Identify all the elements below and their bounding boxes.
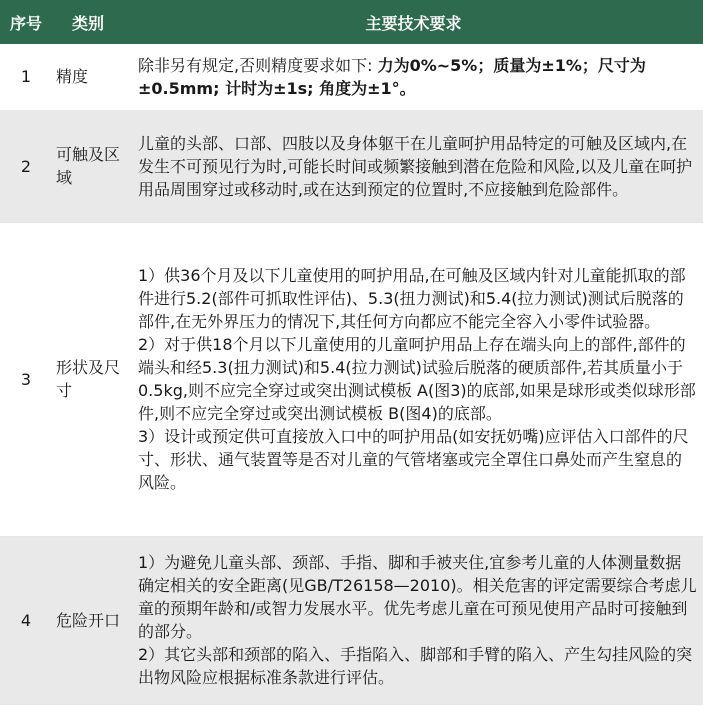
row-requirements — [124, 44, 703, 110]
row-number: 4 — [0, 536, 52, 704]
row-number: 2 — [0, 110, 52, 222]
row-category: 危险开口 — [52, 536, 124, 704]
header-category: 类别 — [52, 0, 124, 44]
requirement-paragraph: 3）设计或预定供可直接放入口中的呵护用品(如安抚奶嘴)应评估入口部件的尺寸、形状、通气装置等是否对儿童的气管堵塞或完全罩住口鼻处而产生窒息的风险。 — [138, 427, 689, 492]
requirement-paragraph: 2）其它头部和颈部的陷入、手指陷入、脚部和手臂的陷入、产生勾挂风险的突出物风险应根据标准条款进行评估。 — [138, 645, 693, 687]
row-requirements: 儿童的头部、口部、四肢以及身体躯干在儿童呵护用品特定的可触及区域内,在发生不可预见行为时,可能长时间或频繁接触到潜在危险和风险,以及儿童在呵护用品周围穿过或移动时,或在达到预定的位置时,不应接触到危险部件。 — [124, 110, 703, 222]
row-category: 形状及尺寸 — [52, 222, 124, 536]
table-row — [0, 222, 703, 536]
row-number: 1 — [0, 44, 52, 110]
requirement-paragraph: 1）供36个月及以下儿童使用的呵护用品,在可触及区域内针对儿童能抓取的部件进行5.2(部件可抓取性评估)、5.3(扭力测试)和5.4(拉力测试)测试后脱落的部件,在无外界压力的情况下,其任何方向都应不能完全容入小零件试验器。 — [138, 266, 686, 331]
table-row — [0, 110, 703, 222]
row-number: 3 — [0, 222, 52, 536]
row-requirements — [124, 222, 703, 536]
row-requirements — [124, 536, 703, 704]
header-requirements: 主要技术要求 — [124, 0, 703, 44]
table-row — [0, 536, 703, 704]
requirement-text: 除非另有规定,否则精度要求如下: — [138, 55, 378, 75]
requirement-bold-text: 力为0%~5%；质量为±1%；尺寸为±0.5mm; 计时为±1s; 角度为±1°。 — [138, 55, 646, 98]
row-category: 精度 — [52, 44, 124, 110]
row-category: 可触及区域 — [52, 110, 124, 222]
table-header-row — [0, 0, 703, 44]
table-row — [0, 44, 703, 110]
requirement-paragraph: 2）对于供18个月以下儿童使用的儿童呵护用品上存在端头向上的部件,部件的端头和经5.3(扭力测试)和5.4(拉力测试)试验后脱落的硬质部件,若其质量小于0.5kg,则不应完全穿过或突出测试模板 A(图3)的底部,如果是球形或类似球形部件,则不应完全穿过或突出测试模板 B(图4)的底部。 — [138, 335, 696, 423]
header-no: 序号 — [0, 0, 52, 44]
requirement-paragraph: 1）为避免儿童头部、颈部、手指、脚和手被夹住,宜参考儿童的人体测量数据确定相关的安全距离(见GB/T26158—2010)。相关危害的评定需要综合考虑儿童的预期年龄和/或智力发展水平。优先考虑儿童在可预见使用产品时可接触到的部分。 — [138, 553, 697, 641]
